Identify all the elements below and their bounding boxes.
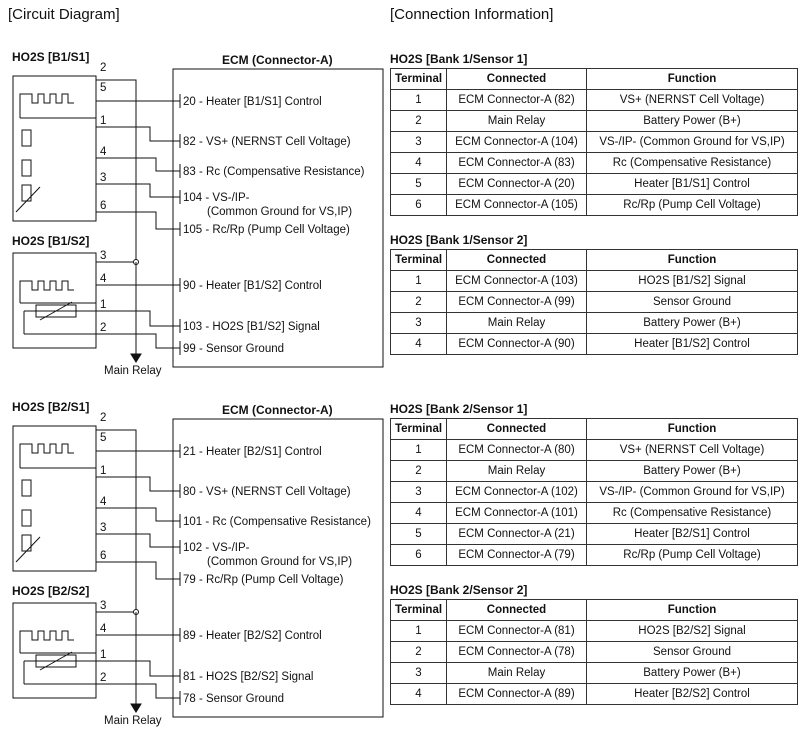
table-cell: Sensor Ground	[587, 642, 798, 663]
cell-element	[22, 160, 31, 176]
sensor1-pin-number: 4	[100, 496, 107, 508]
table-cell: Battery Power (B+)	[587, 111, 798, 132]
table-cell: ECM Connector-A (78)	[447, 642, 587, 663]
sensor2-pin-number: 3	[100, 250, 107, 262]
table-cell: 1	[391, 440, 447, 461]
table-cell: HO2S [B1/S2] Signal	[587, 271, 798, 292]
sensor1-pin-number: 5	[100, 432, 107, 444]
sensor2-pin-number: 2	[100, 672, 107, 684]
table-cell: VS-/IP- (Common Ground for VS,IP)	[587, 132, 798, 153]
table-cell: ECM Connector-A (80)	[447, 440, 587, 461]
table-title: HO2S [Bank 2/Sensor 2]	[390, 583, 528, 597]
table-row	[391, 313, 798, 334]
ecm-pin-label: 104 - VS-/IP-	[183, 192, 250, 204]
ecm-pin-label: 101 - Rc (Compensative Resistance)	[183, 516, 371, 528]
column-header: Terminal	[391, 600, 447, 621]
table-cell: ECM Connector-A (104)	[447, 132, 587, 153]
table-cell: 4	[391, 334, 447, 355]
table-cell: ECM Connector-A (103)	[447, 271, 587, 292]
column-header: Connected	[447, 69, 587, 90]
table-cell: Heater [B1/S2] Control	[587, 334, 798, 355]
table-cell: ECM Connector-A (105)	[447, 195, 587, 216]
table-cell: VS-/IP- (Common Ground for VS,IP)	[587, 482, 798, 503]
table-cell: Main Relay	[447, 663, 587, 684]
table-cell: ECM Connector-A (101)	[447, 503, 587, 524]
table-cell: 3	[391, 663, 447, 684]
table-row	[391, 482, 798, 503]
table-cell: ECM Connector-A (20)	[447, 174, 587, 195]
heater-element	[20, 94, 74, 110]
table-cell: 4	[391, 153, 447, 174]
table-cell: 3	[391, 482, 447, 503]
table-cell: 5	[391, 524, 447, 545]
table-title: HO2S [Bank 1/Sensor 2]	[390, 233, 528, 247]
sensor2-pin-number: 4	[100, 273, 107, 285]
table-cell: 3	[391, 313, 447, 334]
sensor1-pin-number: 1	[100, 115, 107, 127]
column-header: Terminal	[391, 69, 447, 90]
main-relay-label: Main Relay	[104, 715, 162, 727]
ecm-pin-label: 80 - VS+ (NERNST Cell Voltage)	[183, 486, 351, 498]
sensor2-title: HO2S [B1/S2]	[12, 234, 90, 248]
ecm-pin-label: 78 - Sensor Ground	[183, 693, 285, 705]
wire	[96, 334, 180, 348]
table-cell: ECM Connector-A (90)	[447, 334, 587, 355]
arrow-down-icon	[131, 354, 141, 362]
table-row	[391, 461, 798, 482]
sensor1-pin-number: 2	[100, 412, 107, 424]
connection-table	[390, 249, 798, 355]
column-header: Connected	[447, 600, 587, 621]
variable-resistor-arrow	[16, 537, 40, 562]
table-row	[391, 621, 798, 642]
variable-resistor-arrow	[16, 187, 40, 212]
sensor1-box	[13, 76, 96, 221]
wire	[96, 311, 180, 326]
table-header-row	[391, 419, 798, 440]
table-header-row	[391, 250, 798, 271]
table-cell: 2	[391, 292, 447, 313]
table-cell: Heater [B2/S1] Control	[587, 524, 798, 545]
sensor1-pin-number: 6	[100, 550, 107, 562]
ecm-pin-label: 20 - Heater [B1/S1] Control	[183, 96, 322, 108]
cell-element	[22, 510, 31, 526]
ecm-pin-label: 99 - Sensor Ground	[183, 343, 285, 355]
cell-element	[22, 480, 31, 496]
table-cell: 5	[391, 174, 447, 195]
table-row	[391, 334, 798, 355]
sensor1-pin-number: 3	[100, 172, 107, 184]
column-header: Function	[587, 600, 798, 621]
table-cell: Sensor Ground	[587, 292, 798, 313]
table-cell: Rc (Compensative Resistance)	[587, 503, 798, 524]
sensor1-pin-number: 6	[100, 200, 107, 212]
table-cell: 2	[391, 642, 447, 663]
connection-table	[390, 599, 798, 705]
table-title: HO2S [Bank 1/Sensor 1]	[390, 52, 528, 66]
table-cell: 1	[391, 90, 447, 111]
main-relay-wire	[96, 80, 136, 262]
heater-element	[20, 631, 74, 647]
ecm-pin-label: (Common Ground for VS,IP)	[207, 206, 353, 218]
circuit-diagram	[0, 0, 390, 742]
wire	[96, 212, 180, 229]
table-cell: Battery Power (B+)	[587, 663, 798, 684]
main-relay-label: Main Relay	[104, 365, 162, 377]
table-row	[391, 153, 798, 174]
table-row	[391, 684, 798, 705]
cell-element	[22, 185, 31, 201]
table-cell: ECM Connector-A (82)	[447, 90, 587, 111]
table-cell: 6	[391, 195, 447, 216]
cell-element	[22, 130, 31, 146]
connection-info-header: [Connection Information]	[390, 6, 554, 23]
table-cell: ECM Connector-A (21)	[447, 524, 587, 545]
table-cell: ECM Connector-A (83)	[447, 153, 587, 174]
wire	[96, 562, 180, 579]
table-row	[391, 545, 798, 566]
table-cell: Heater [B2/S2] Control	[587, 684, 798, 705]
table-cell: 4	[391, 503, 447, 524]
table-bank2-sensor2	[390, 581, 798, 705]
wire	[96, 508, 180, 521]
table-cell: Main Relay	[447, 461, 587, 482]
table-cell: ECM Connector-A (99)	[447, 292, 587, 313]
table-cell: Battery Power (B+)	[587, 313, 798, 334]
ecm-pin-label: 90 - Heater [B1/S2] Control	[183, 280, 322, 292]
table-row	[391, 642, 798, 663]
column-header: Connected	[447, 250, 587, 271]
table-cell: 1	[391, 271, 447, 292]
table-row	[391, 440, 798, 461]
table-cell: ECM Connector-A (102)	[447, 482, 587, 503]
sensor1-title: HO2S [B2/S1]	[12, 400, 90, 414]
table-cell: ECM Connector-A (79)	[447, 545, 587, 566]
table-row	[391, 292, 798, 313]
table-title: HO2S [Bank 2/Sensor 1]	[390, 402, 528, 416]
heater-element	[20, 444, 74, 460]
sensor2-pin-number: 1	[100, 649, 107, 661]
table-cell: ECM Connector-A (81)	[447, 621, 587, 642]
arrow-down-icon	[131, 704, 141, 712]
table-bank1-sensor2	[390, 231, 798, 355]
ecm-pin-label: 81 - HO2S [B2/S2] Signal	[183, 671, 314, 683]
sensor1-box	[13, 426, 96, 571]
wire	[96, 158, 180, 171]
table-cell: 2	[391, 461, 447, 482]
sensor2-pin-number: 2	[100, 322, 107, 334]
table-bank1-sensor1	[390, 50, 798, 216]
table-cell: 3	[391, 132, 447, 153]
ecm-pin-label: 83 - Rc (Compensative Resistance)	[183, 166, 365, 178]
sensor2-pin-number: 1	[100, 299, 107, 311]
ecm-pin-label: (Common Ground for VS,IP)	[207, 556, 353, 568]
wire	[96, 477, 180, 491]
ecm-pin-label: 21 - Heater [B2/S1] Control	[183, 446, 322, 458]
table-row	[391, 663, 798, 684]
sensor2-title: HO2S [B2/S2]	[12, 584, 90, 598]
table-cell: HO2S [B2/S2] Signal	[587, 621, 798, 642]
connection-table	[390, 418, 798, 566]
table-cell: 2	[391, 111, 447, 132]
table-cell: ECM Connector-A (89)	[447, 684, 587, 705]
table-cell: Rc/Rp (Pump Cell Voltage)	[587, 195, 798, 216]
ecm-pin-label: 79 - Rc/Rp (Pump Cell Voltage)	[183, 574, 344, 586]
ecm-pin-label: 102 - VS-/IP-	[183, 542, 250, 554]
table-cell: VS+ (NERNST Cell Voltage)	[587, 90, 798, 111]
table-row	[391, 195, 798, 216]
sensor1-title: HO2S [B1/S1]	[12, 50, 90, 64]
table-cell: 1	[391, 621, 447, 642]
table-cell: 6	[391, 545, 447, 566]
table-cell: VS+ (NERNST Cell Voltage)	[587, 440, 798, 461]
table-header-row	[391, 69, 798, 90]
column-header: Function	[587, 69, 798, 90]
ecm-pin-label: 82 - VS+ (NERNST Cell Voltage)	[183, 136, 351, 148]
wire	[96, 661, 180, 676]
table-row	[391, 174, 798, 195]
sensor1-pin-number: 5	[100, 82, 107, 94]
ecm-title: ECM (Connector-A)	[222, 53, 333, 67]
ecm-title: ECM (Connector-A)	[222, 403, 333, 417]
ecm-pin-label: 89 - Heater [B2/S2] Control	[183, 630, 322, 642]
table-cell: Heater [B1/S1] Control	[587, 174, 798, 195]
column-header: Connected	[447, 419, 587, 440]
table-cell: 4	[391, 684, 447, 705]
ecm-pin-label: 105 - Rc/Rp (Pump Cell Voltage)	[183, 224, 350, 236]
sensor1-pin-number: 2	[100, 62, 107, 74]
wire	[96, 127, 180, 141]
table-cell: Main Relay	[447, 111, 587, 132]
table-cell: Rc (Compensative Resistance)	[587, 153, 798, 174]
cell-element	[22, 535, 31, 551]
table-row	[391, 503, 798, 524]
table-row	[391, 132, 798, 153]
column-header: Terminal	[391, 419, 447, 440]
column-header: Function	[587, 250, 798, 271]
table-bank2-sensor1	[390, 400, 798, 566]
heater-element	[20, 281, 74, 297]
table-row	[391, 524, 798, 545]
column-header: Function	[587, 419, 798, 440]
ecm-pin-label: 103 - HO2S [B1/S2] Signal	[183, 321, 320, 333]
table-row	[391, 111, 798, 132]
sensor2-pin-number: 3	[100, 600, 107, 612]
table-row	[391, 90, 798, 111]
table-cell: Battery Power (B+)	[587, 461, 798, 482]
main-relay-wire	[96, 430, 136, 612]
sensor1-pin-number: 4	[100, 146, 107, 158]
table-cell: Main Relay	[447, 313, 587, 334]
table-header-row	[391, 600, 798, 621]
sensor1-pin-number: 3	[100, 522, 107, 534]
wire	[96, 184, 180, 197]
wire	[96, 534, 180, 547]
sensor2-pin-number: 4	[100, 623, 107, 635]
table-cell: Rc/Rp (Pump Cell Voltage)	[587, 545, 798, 566]
column-header: Terminal	[391, 250, 447, 271]
connection-table	[390, 68, 798, 216]
circuit-diagram-header: [Circuit Diagram]	[8, 6, 120, 23]
wire	[96, 684, 180, 698]
table-row	[391, 271, 798, 292]
sensor1-pin-number: 1	[100, 465, 107, 477]
